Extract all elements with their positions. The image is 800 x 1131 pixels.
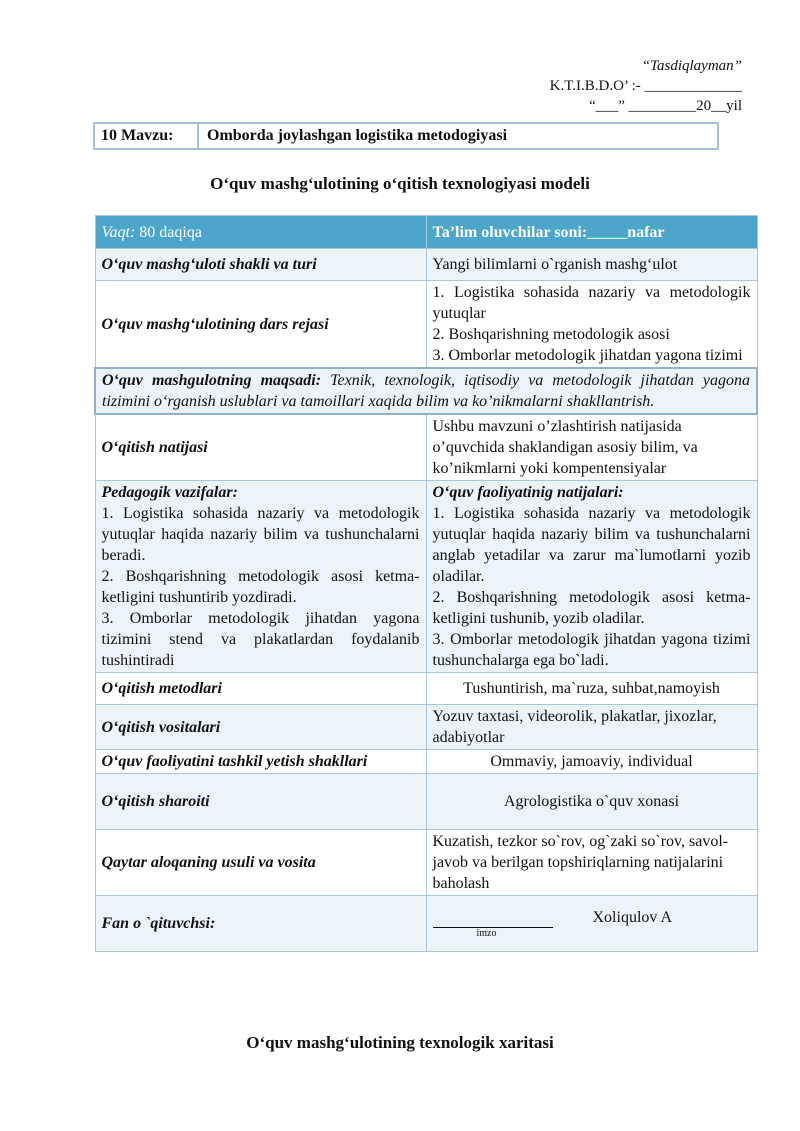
topic-number: 10 Mavzu: (95, 124, 199, 148)
activity-result: 1. Logistika sohasida nazariy va metodologik yutuqlar haqida nazariy bilim va tushunchalarni anglab yetadilar va zarur ma`lumotlarni yozib oladilar. (432, 505, 751, 585)
plan-item: 1. Logistika sohasida nazariy va metodologik yutuqlar (432, 284, 751, 322)
table-row (95, 481, 757, 673)
feedback-value: Kuzatish, tezkor so`rov, og`zaki so`rov, savol-javob va berilgan topshiriqlarning natijalarini baholash (426, 830, 757, 896)
table-header-row (95, 216, 757, 249)
approval-line-1: “Tasdiqlayman” (641, 58, 742, 74)
topic-box (93, 122, 719, 150)
teacher-name: Xoliqulov A (592, 909, 673, 926)
result-value: Ushbu mavzuni o’zlashtirish natijasida o’quvchida shaklandigan asosiy bilim, va ko’nikmlarni yoki kompentensiyalar (426, 414, 757, 481)
teacher-cell (426, 896, 757, 952)
activity-results-cell (426, 481, 757, 673)
table-row (95, 896, 757, 952)
model-title: O‘quv mashg‘ulotining o‘qitish texnologiyasi modeli (210, 174, 590, 193)
students-cell: Ta’lim oluvchilar soni:_____nafar (426, 216, 757, 249)
conditions-label: O‘qitish sharoiti (95, 774, 426, 830)
lesson-model-table (94, 215, 758, 952)
form-label: O‘quv mashg‘uloti shakli va turi (95, 249, 426, 281)
pedagogical-task: 2. Boshqarishning metodologik asosi ketma-ketligini tushuntirib yozdiradi. (101, 568, 420, 606)
plan-value (426, 281, 757, 369)
methods-label: O‘qitish metodlari (95, 673, 426, 705)
table-row (95, 414, 757, 481)
table-row (95, 830, 757, 896)
table-row (95, 281, 757, 369)
topic-title: Omborda joylashgan logistika metodogiyasi (207, 127, 508, 144)
time-value: 80 daqiqa (135, 223, 202, 241)
goal-cell (95, 368, 757, 414)
plan-label: O‘quv mashg‘ulotining dars rejasi (95, 281, 426, 369)
pedagogical-task: 1. Logistika sohasida nazariy va metodologik yutuqlar haqida nazariy bilim va tushunchalarni beradi. (101, 505, 420, 564)
approval-line-2: K.T.I.B.D.O’ :- _____________ (549, 78, 742, 94)
pedagogical-task: 3. Omborlar metodologik jihatdan yagona tizimini stend va plakatlardan foydalanib tushintiradi (101, 610, 420, 669)
pedagogical-tasks-cell (95, 481, 426, 673)
table-row (95, 750, 757, 774)
plan-item: 2. Boshqarishning metodologik asosi (432, 326, 670, 343)
table-row (95, 673, 757, 705)
table-row (95, 705, 757, 750)
table-row (95, 249, 757, 281)
organization-label: O‘quv faoliyatini tashkil yetish shakllari (95, 750, 426, 774)
table-row (95, 774, 757, 830)
activity-result: 2. Boshqarishning metodologik asosi ketma-ketligini tushunib, yozib oladilar. (432, 589, 751, 627)
table-row (95, 368, 757, 414)
goal-text: Texnik, texnologik, iqtisodiy va metodologik jihatdan yagona tizimini o‘rganish uslublari va tamoillari xaqida bilim va ko’nikmalarni shakllantrish. (102, 372, 750, 410)
signature-line (433, 907, 553, 928)
teacher-label: Fan o `qituvchsi: (95, 896, 426, 952)
signature-caption: imzo (476, 928, 497, 939)
goal-label: O‘quv mashgulotning maqsadi: (102, 372, 322, 389)
feedback-label: Qaytar aloqaning usuli va vosita (95, 830, 426, 896)
time-cell (95, 216, 426, 249)
approval-line-3: “___” _________20__yil (589, 98, 742, 114)
activity-result: 3. Omborlar metodologik jihatdan yagona tizimi tushunchalarga ega bo`ladi. (432, 631, 751, 669)
technology-map-title: O‘quv mashg‘ulotining texnologik xaritasi (246, 1033, 554, 1052)
tools-value: Yozuv taxtasi, videorolik, plakatlar, jixozlar, adabiyotlar (426, 705, 757, 750)
activity-results-title: O‘quv faoliyatinig natijalari: (432, 484, 624, 501)
conditions-value: Agrologistika o`quv xonasi (426, 774, 757, 830)
organization-value: Ommaviy, jamoaviy, individual (426, 750, 757, 774)
pedagogical-tasks-title: Pedagogik vazifalar: (101, 484, 238, 501)
tools-label: O‘qitish vositalari (95, 705, 426, 750)
methods-value: Tushuntirish, ma`ruza, suhbat,namoyish (426, 673, 757, 705)
time-label: Vaqt: (101, 223, 136, 241)
plan-item: 3. Omborlar metodologik jihatdan yagona tizimi (432, 347, 743, 364)
form-value: Yangi bilimlarni o`rganish mashg‘ulot (426, 249, 757, 281)
result-label: O‘qitish natijasi (95, 414, 426, 481)
